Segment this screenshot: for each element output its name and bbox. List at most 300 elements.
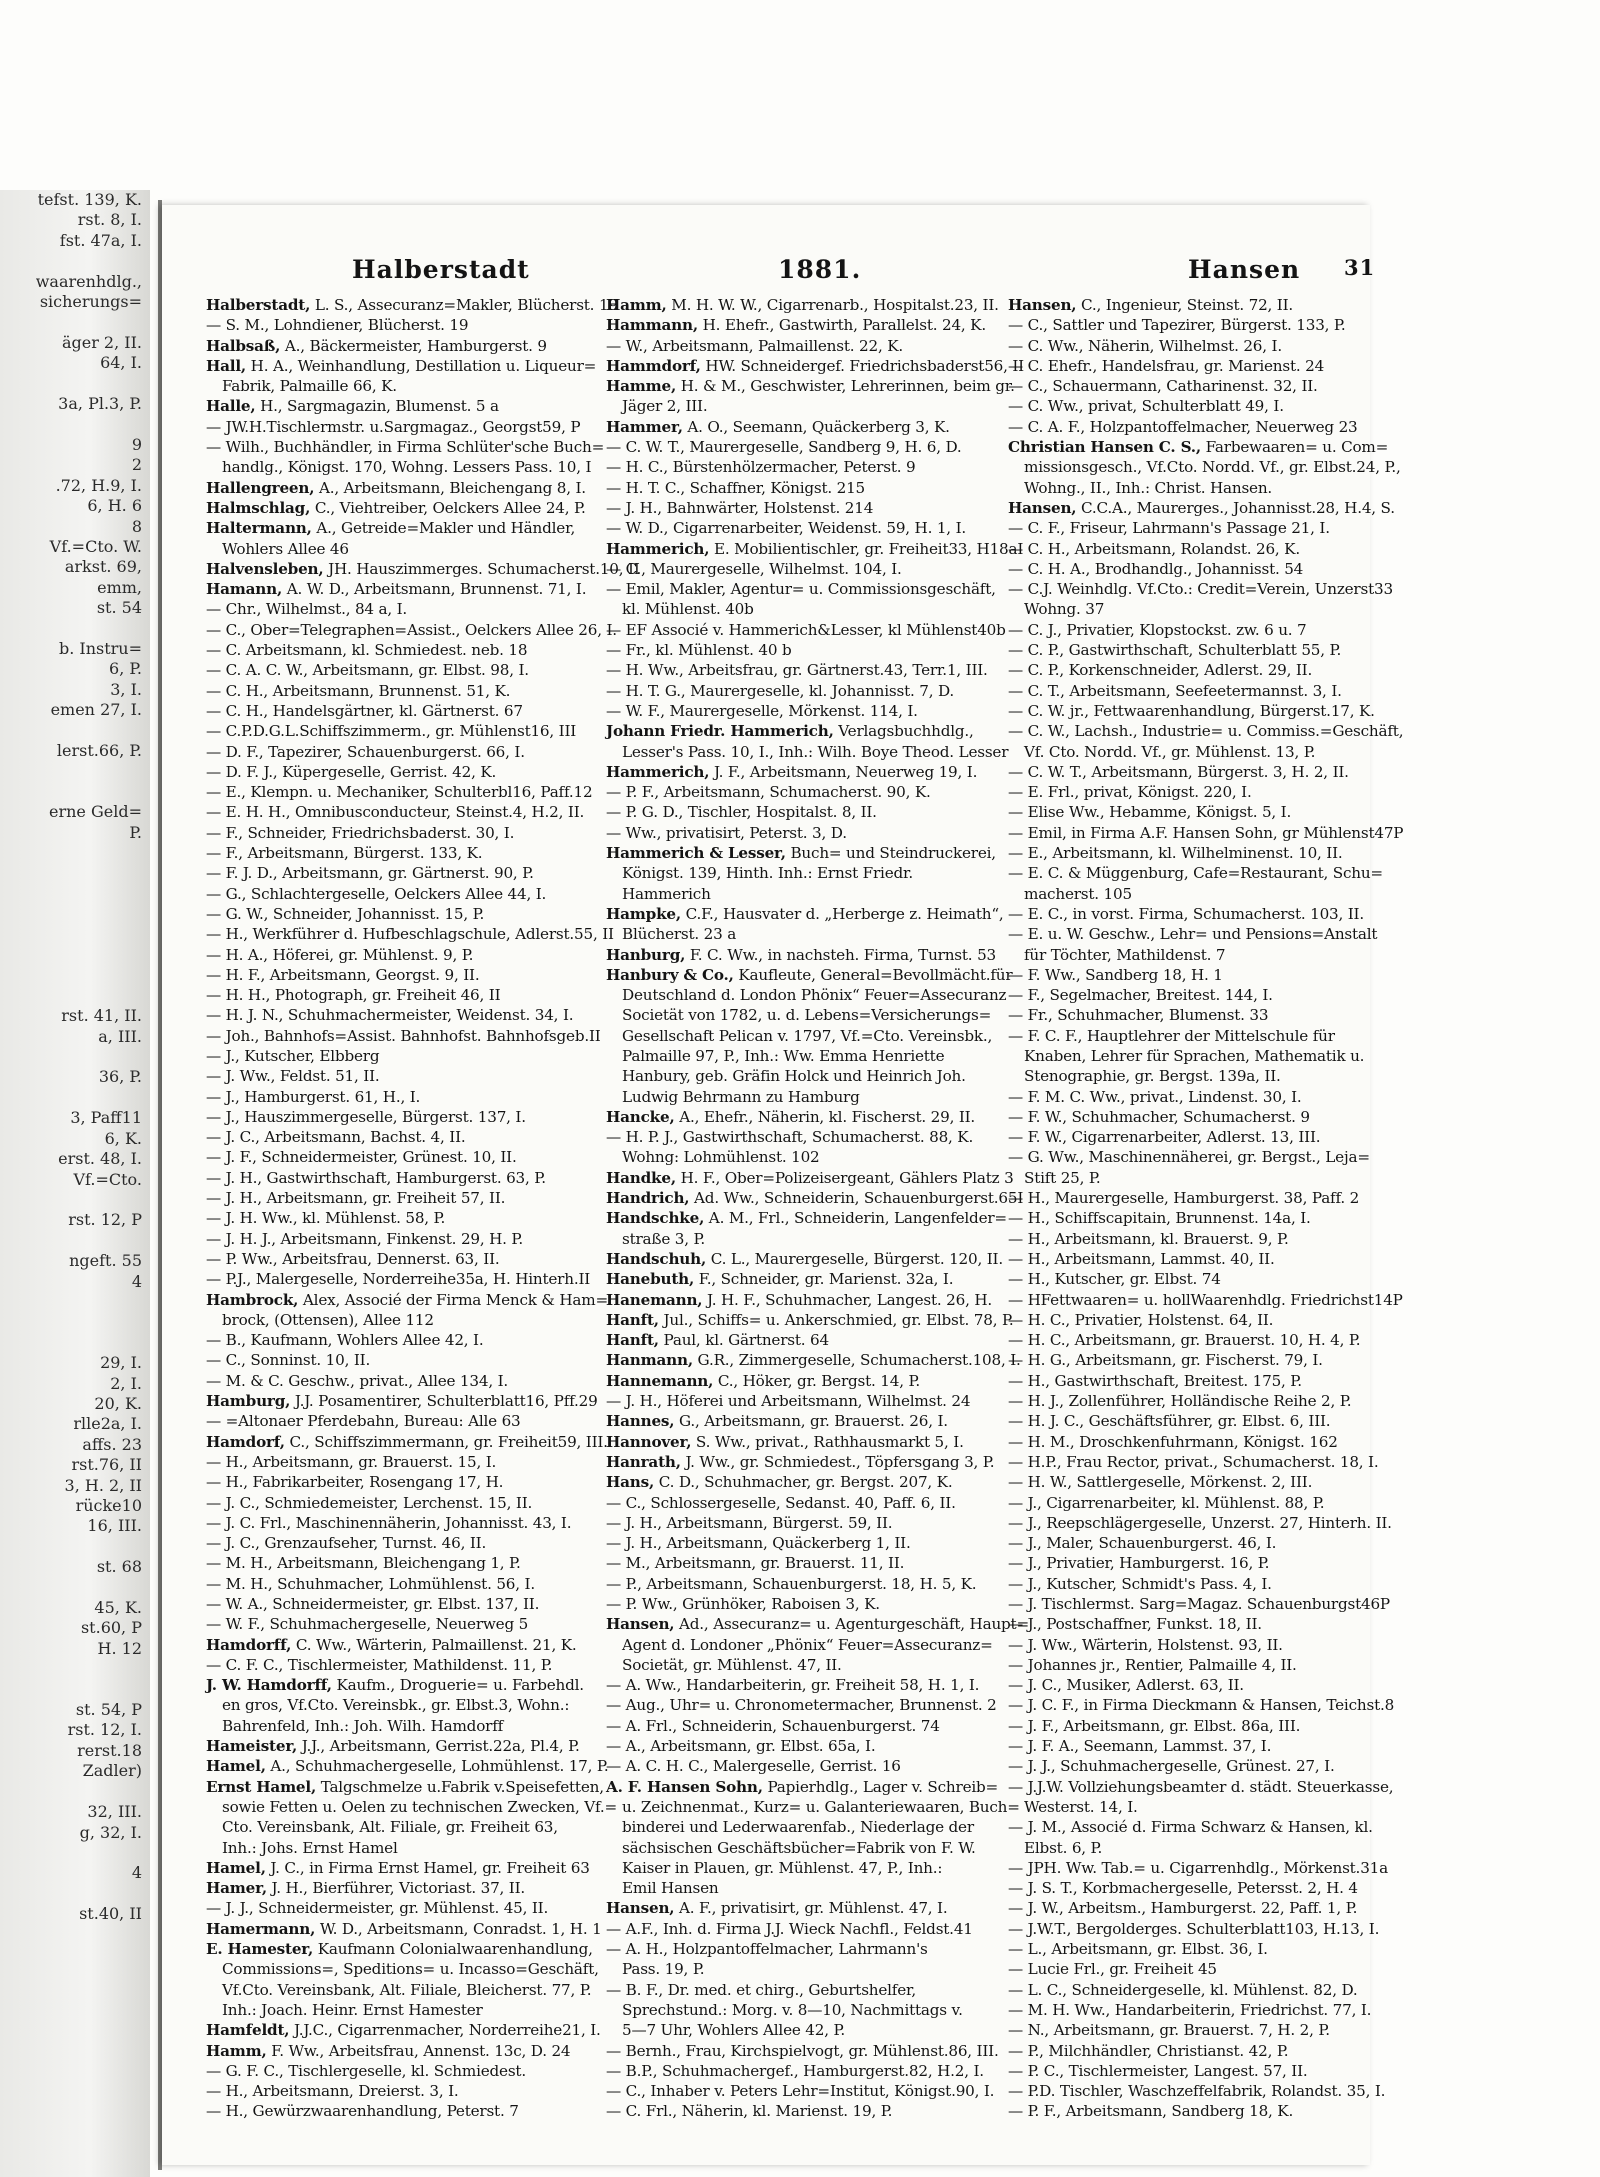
directory-entry-line: Societät, gr. Mühlenst. 47, II. (622, 1655, 842, 1674)
directory-entry-line: Hanbury, geb. Gräfin Holck und Heinrich Joh. (622, 1067, 966, 1086)
directory-entry-line: — C. P., Korkenschneider, Adlerst. 29, II. (1008, 661, 1313, 680)
directory-entry-line: Wohlers Allee 46 (222, 539, 349, 558)
directory-entry-line: — J. Ww., Wärterin, Holstenst. 93, II. (1008, 1635, 1283, 1654)
directory-entry-line: — C. Arbeitsmann, kl. Schmiedest. neb. 18 (206, 641, 528, 660)
directory-entry-line: Haltermann, A., Getreide=Makler und Händler, (206, 519, 576, 538)
gutter-text-line: rerst.18 (77, 1740, 142, 1760)
directory-entry-line: Hansen, C.C.A., Maurerges., Johannisst.28, H.4, S. (1008, 498, 1395, 517)
directory-entry-line: — J., Kutscher, Elbberg (206, 1046, 380, 1065)
entry-surname: Hanburg, (606, 945, 686, 964)
directory-entry-line: — Elise Ww., Hebamme, Königst. 5, I. (1008, 803, 1292, 822)
entry-surname: Halvensleben, (206, 559, 324, 578)
gutter-text-line: 8 (131, 516, 142, 536)
gutter-text-line (0, 414, 150, 434)
directory-entry-line: — J. F. A., Seemann, Lammst. 37, I. (1008, 1737, 1272, 1756)
directory-entry-line: — A. H., Holzpantoffelmacher, Lahrmann's (606, 1940, 928, 1959)
gutter-text-line: Vf.=Cto. W. (49, 536, 142, 556)
directory-entry-line: — C.P.D.G.L.Schiffszimmerm., gr. Mühlenst16, III (206, 722, 577, 741)
directory-entry-line: macherst. 105 (1024, 884, 1132, 903)
directory-entry-line: Hammer, A. O., Seemann, Quäckerberg 3, K. (606, 417, 950, 436)
directory-entry-line: — J. H., Höferei und Arbeitsmann, Wilhelmst. 24 (606, 1392, 971, 1411)
entry-surname: Hansen, (1008, 296, 1077, 314)
directory-entry-line: Hanft, Paul, kl. Gärtnerst. 64 (606, 1331, 829, 1350)
directory-entry-line: E. Hamester, Kaufmann Colonialwaarenhandlung, (206, 1940, 593, 1959)
entry-surname: Hansen, (606, 1615, 675, 1634)
entry-surname: A. F. Hansen Sohn, (606, 1777, 763, 1796)
directory-entry-line: — J., Kutscher, Schmidt's Pass. 4, I. (1008, 1574, 1272, 1593)
entry-surname: Haltermann, (206, 519, 312, 538)
directory-entry-line: — J., Postschaffner, Funkst. 18, II. (1008, 1615, 1262, 1634)
gutter-text-line (0, 312, 150, 332)
directory-column-3 (1008, 295, 1404, 2155)
gutter-text-line: rlle2a, I. (73, 1414, 142, 1434)
directory-entry-line: Ernst Hamel, Talgschmelze u.Fabrik v.Speisefetten, (206, 1777, 604, 1796)
directory-entry-line: Halvensleben, JH. Hauszimmerges. Schumacherst.10, II (206, 559, 640, 578)
gutter-text-line (0, 1680, 150, 1700)
entry-surname: Hammer, (606, 417, 683, 436)
directory-entry-line: Handrich, Ad. Ww., Schneiderin, Schauenburgerst.65I (606, 1189, 1024, 1208)
entry-surname: Hansen, (1008, 498, 1077, 517)
directory-entry-line: — J. C., Arbeitsmann, Bachst. 4, II. (206, 1128, 466, 1147)
directory-entry-line: — C. W. T., Maurergeselle, Sandberg 9, H. 6, D. (606, 438, 962, 457)
directory-entry-line: — A., Arbeitsmann, gr. Elbst. 65a, I. (606, 1737, 876, 1756)
directory-entry-line: Inh.: Johs. Ernst Hamel (222, 1838, 398, 1857)
directory-entry-line: Hammerich, E. Mobilientischler, gr. Freiheit33, H18aI (606, 539, 1024, 558)
directory-entry-line: — C. F., Friseur, Lahrmann's Passage 21, I. (1008, 519, 1330, 538)
directory-entry-line: — C.J. Weinhdlg. Vf.Cto.: Credit=Verein, Unzerst33 (1008, 580, 1393, 599)
directory-entry-line: — W. F., Schuhmachergeselle, Neuerweg 5 (206, 1615, 529, 1634)
entry-surname: Hanft, (606, 1331, 659, 1350)
directory-entry-line: Handke, H. F., Ober=Polizeisergeant, Gählers Platz 3 (606, 1168, 1014, 1187)
gutter-text-line: äger 2, II. (61, 332, 142, 352)
header-right-keyword: Hansen (1188, 255, 1301, 284)
directory-entry-line: — H., Arbeitsmann, kl. Brauerst. 9, P. (1008, 1229, 1289, 1248)
directory-entry-line: — P. Ww., Arbeitsfrau, Dennerst. 63, II. (206, 1249, 500, 1268)
directory-entry-line: — J., Hamburgerst. 61, H., I. (206, 1087, 421, 1106)
entry-surname: Hammerich, (606, 762, 710, 781)
directory-entry-line: — H. J., Zollenführer, Holländische Reihe 2, P. (1008, 1392, 1352, 1411)
entry-surname: Hanebuth, (606, 1270, 695, 1289)
gutter-text-line: P. (129, 822, 142, 842)
gutter-text-line: 6, K. (104, 1128, 142, 1148)
directory-entry-line: — G. Ww., Maschinennäherei, gr. Bergst., Leja= (1008, 1148, 1370, 1167)
gutter-text-line: 6, H. 6 (87, 496, 142, 516)
directory-entry-line: Hansen, A. F., privatisirt, gr. Mühlenst. 47, I. (606, 1899, 948, 1918)
gutter-text-line: 4 (131, 1863, 142, 1883)
gutter-text-line: arkst. 69, (64, 557, 142, 577)
directory-entry-line: — L. C., Schneidergeselle, kl. Mühlenst. 82, D. (1008, 1980, 1358, 1999)
directory-entry-line: Wohng. 37 (1024, 600, 1105, 619)
gutter-text-line (0, 965, 150, 985)
directory-entry-line: — J. H. J., Arbeitsmann, Finkenst. 29, H. P. (206, 1229, 523, 1248)
directory-entry-line: — F., Arbeitsmann, Bürgerst. 133, K. (206, 844, 483, 863)
directory-entry-line: Hamel, J. C., in Firma Ernst Hamel, gr. Freiheit 63 (206, 1858, 590, 1877)
directory-entry-line: — A. C. H. C., Malergeselle, Gerrist. 16 (606, 1757, 901, 1776)
directory-entry-line: Hanbury & Co., Kaufleute, General=Bevollmächt.für (606, 965, 1013, 984)
directory-entry-line: Hammerich, J. F., Arbeitsmann, Neuerweg 19, I. (606, 762, 978, 781)
gutter-text-line: st.60, P (80, 1618, 142, 1638)
directory-entry-line: Fabrik, Palmaille 66, K. (222, 377, 397, 396)
gutter-text-line: emen 27, I. (50, 700, 142, 720)
directory-entry-line: — H., Fabrikarbeiter, Rosengang 17, H. (206, 1473, 504, 1492)
directory-entry-line: — H., Gastwirthschaft, Breitest. 175, P. (1008, 1371, 1302, 1390)
directory-entry-line: — B.P., Schuhmachergef., Hamburgerst.82, H.2, I. (606, 2061, 984, 2080)
entry-surname: Hampke, (606, 904, 681, 923)
gutter-text-line: erne Geld= (49, 802, 142, 822)
directory-entry-line: — J. M., Associé d. Firma Schwarz & Hansen, kl. (1008, 1818, 1373, 1837)
gutter-text-line: 3, H. 2, II (64, 1475, 142, 1495)
directory-entry-line: — C., Maurergeselle, Wilhelmst. 104, I. (606, 559, 902, 578)
entry-surname: E. Hamester, (206, 1940, 314, 1959)
directory-entry-line: — C. Frl., Näherin, kl. Marienst. 19, P. (606, 2102, 893, 2121)
directory-entry-line: — J. H., Arbeitsmann, Quäckerberg 1, II. (606, 1534, 911, 1553)
gutter-text-line: 2 (131, 455, 142, 475)
gutter-text-line: waarenhdlg., (35, 271, 142, 291)
directory-entry-line: — N., Arbeitsmann, gr. Brauerst. 7, H. 2, P. (1008, 2021, 1330, 2040)
gutter-text-line (0, 945, 150, 965)
entry-surname: Hammerich, (606, 539, 710, 558)
directory-entry-line: — H., Kutscher, gr. Elbst. 74 (1008, 1270, 1221, 1289)
entry-surname: Hameister, (206, 1737, 298, 1756)
directory-entry-line: — EF Associé v. Hammerich&Lesser, kl Mühlenst40b (606, 620, 1006, 639)
directory-entry-line: — E., Klempn. u. Mechaniker, Schulterbl16, Paff.12 (206, 783, 593, 802)
directory-entry-line: — J. W., Arbeitsm., Hamburgerst. 22, Paff. 1, P. (1008, 1899, 1358, 1918)
directory-entry-line: — G. W., Schneider, Johannisst. 15, P. (206, 904, 485, 923)
gutter-text-line (0, 1537, 150, 1557)
directory-entry-line: Halberstadt, L. S., Assecuranz=Makler, Blücherst. 19 (206, 296, 618, 314)
directory-entry-line: — P. F., Arbeitsmann, Schumacherst. 90, K. (606, 783, 931, 802)
entry-surname: Hanemann, (606, 1290, 703, 1309)
directory-entry-line: — C., Ober=Telegraphen=Assist., Oelckers Allee 26, I. (206, 620, 617, 639)
entry-surname: Ernst Hamel, (206, 1777, 317, 1796)
directory-entry-line: — P.J., Malergeselle, Norderreihe35a, H. Hinterh.II (206, 1270, 591, 1289)
directory-entry-line: Hamel, A., Schuhmachergeselle, Lohmühlenst. 17, P. (206, 1757, 609, 1776)
directory-entry-line: — P. Ww., Grünhöker, Raboisen 3, K. (606, 1595, 880, 1613)
directory-entry-line: Hall, H. A., Weinhandlung, Destillation u. Liqueur= (206, 356, 597, 375)
entry-surname: Hamel, (206, 1757, 266, 1776)
directory-entry-line: Hamermann, W. D., Arbeitsmann, Conradst. 1, H. 1 (206, 1919, 602, 1938)
directory-entry-line: — C. H., Arbeitsmann, Rolandst. 26, K. (1008, 539, 1300, 558)
directory-entry-line: — F. J. D., Arbeitsmann, gr. Gärtnerst. 90, P. (206, 864, 534, 883)
directory-entry-line: — J. H., Gastwirthschaft, Hamburgerst. 63, P. (206, 1168, 546, 1187)
directory-entry-line: — H. W., Sattlergeselle, Mörkenst. 2, III. (1008, 1473, 1313, 1492)
gutter-text-line: sicherungs= (39, 292, 142, 312)
gutter-text-line: H. 12 (97, 1638, 142, 1658)
gutter-text-line: 64, I. (100, 353, 142, 373)
directory-entry-line: — F. M. C. Ww., privat., Lindenst. 30, I. (1008, 1087, 1302, 1106)
directory-entry-line: — W., Arbeitsmann, Palmaillenst. 22, K. (606, 336, 903, 355)
gutter-text-line: st. 54 (96, 598, 142, 618)
directory-entry-line: — J. C. F., in Firma Dieckmann & Hansen, Teichst.8 (1008, 1696, 1395, 1715)
directory-entry-line: — C. A. C. W., Arbeitsmann, gr. Elbst. 98, I. (206, 661, 529, 680)
gutter-text-line: 45, K. (94, 1598, 142, 1618)
directory-entry-line: — J. C., Schmiedemeister, Lerchenst. 15, II. (206, 1493, 533, 1512)
directory-entry-line: — C. H., Arbeitsmann, Brunnenst. 51, K. (206, 681, 511, 700)
directory-entry-line: — P., Milchhändler, Christianst. 42, P. (1008, 2041, 1289, 2060)
directory-entry-line: — J. C., Musiker, Adlerst. 63, II. (1008, 1676, 1244, 1695)
directory-entry-line: — H. H., Photograph, gr. Freiheit 46, II (206, 986, 501, 1005)
directory-entry-line: — M. H., Schuhmacher, Lohmühlenst. 56, I. (206, 1574, 535, 1593)
gutter-text-line (0, 1333, 150, 1353)
directory-entry-line: — S. M., Lohndiener, Blücherst. 19 (206, 316, 469, 335)
directory-entry-line: Stenographie, gr. Bergst. 139a, II. (1024, 1067, 1281, 1086)
directory-entry-line: Hancke, A., Ehefr., Näherin, kl. Fischerst. 29, II. (606, 1107, 976, 1126)
gutter-text-line: 3a, Pl.3, P. (58, 394, 142, 414)
gutter-text-line: emm, (97, 577, 142, 597)
directory-entry-line: für Töchter, Mathildenst. 7 (1024, 945, 1226, 964)
page-header (162, 255, 1376, 289)
directory-entry-line: Wohng: Lohmühlenst. 102 (622, 1148, 820, 1167)
directory-entry-line: Königst. 139, Hinth. Inh.: Ernst Friedr. (622, 864, 914, 883)
directory-entry-line: — M. & C. Geschw., privat., Allee 134, I. (206, 1371, 508, 1390)
directory-entry-line: — F., Schneider, Friedrichsbaderst. 30, I. (206, 823, 515, 842)
gutter-text-line: fst. 47a, I. (59, 230, 142, 250)
gutter-text-line: tefst. 139, K. (37, 190, 142, 209)
directory-entry-line: — H., Schiffscapitain, Brunnenst. 14a, I. (1008, 1209, 1311, 1228)
directory-entry-line: — =Altonaer Pferdebahn, Bureau: Alle 63 (206, 1412, 521, 1431)
gutter-text-line (0, 1659, 150, 1679)
gutter-text-line: Vf.=Cto. (73, 1169, 142, 1189)
gutter-text-line: st. 68 (96, 1557, 142, 1577)
directory-entry-line: — Ww., privatisirt, Peterst. 3, D. (606, 823, 847, 842)
directory-entry-line: — F. Ww., Sandberg 18, H. 1 (1008, 965, 1223, 984)
directory-entry-line: Kaiser in Plauen, gr. Mühlenst. 47, P., Inh.: (622, 1858, 943, 1877)
directory-entry-line: — Fr., Schuhmacher, Blumenst. 33 (1008, 1006, 1269, 1025)
directory-entry-line: — W. D., Cigarrenarbeiter, Weidenst. 59, H. 1, I. (606, 519, 966, 538)
directory-page (162, 205, 1404, 2165)
directory-entry-line: — C. F. C., Tischlermeister, Mathildenst. 11, P. (206, 1655, 553, 1674)
gutter-text-line (0, 1292, 150, 1312)
directory-entry-line: — C., Sonninst. 10, II. (206, 1351, 371, 1370)
directory-entry-line: — Chr., Wilhelmst., 84 a, I. (206, 600, 408, 619)
directory-entry-line: — E. C. & Müggenburg, Cafe=Restaurant, Schu= (1008, 864, 1383, 883)
directory-entry-line: — E. C., in vorst. Firma, Schumacherst. 103, II. (1008, 904, 1364, 923)
entry-surname: Hamfeldt, (206, 2021, 290, 2040)
gutter-text-line (0, 843, 150, 863)
directory-entry-line: Halbsaß, A., Bäckermeister, Hamburgerst. 9 (206, 336, 547, 355)
directory-entry-line: Bahrenfeld, Inh.: Joh. Wilh. Hamdorff (222, 1716, 504, 1735)
gutter-text-line: lerst.66, P. (56, 740, 142, 760)
gutter-text-line (0, 1843, 150, 1863)
gutter-text-line: a, III. (98, 1026, 142, 1046)
directory-entry-line: — M. H. Ww., Handarbeiterin, Friedrichst. 77, I. (1008, 2000, 1372, 2019)
directory-entry-line: — H. C., Privatier, Holstenst. 64, II. (1008, 1310, 1274, 1329)
directory-entry-line: — J., Hauszimmergeselle, Bürgerst. 137, I. (206, 1107, 526, 1126)
directory-entry-line: Handschuh, C. L., Maurergeselle, Bürgerst. 120, II. (606, 1249, 1003, 1268)
gutter-text-line (0, 1884, 150, 1904)
directory-entry-line: — HFettwaaren= u. hollWaarenhdlg. Friedrichst14P (1008, 1290, 1403, 1309)
directory-entry-line: — Aug., Uhr= u. Chronometermacher, Brunnenst. 2 (606, 1696, 997, 1715)
directory-entry-line: — M. H., Arbeitsmann, Bleichengang 1, P. (206, 1554, 521, 1573)
directory-entry-line: J. W. Hamdorff, Kaufm., Droguerie= u. Farbehdl. (206, 1676, 584, 1695)
entry-surname: Hanft, (606, 1310, 659, 1329)
directory-entry-line: — H., Maurergeselle, Hamburgerst. 38, Paff. 2 (1008, 1189, 1360, 1208)
entry-surname: Handschuh, (606, 1249, 707, 1268)
directory-entry-line: — J. J., Schuhmachergeselle, Grünest. 27, I. (1008, 1757, 1335, 1776)
directory-entry-line: — B., Kaufmann, Wohlers Allee 42, I. (206, 1331, 484, 1350)
directory-entry-line: — E., Arbeitsmann, kl. Wilhelminenst. 10, II. (1008, 844, 1343, 863)
directory-entry-line: — C., Schlossergeselle, Sedanst. 40, Paff. 6, II. (606, 1493, 956, 1512)
directory-entry-line: — H. T. G., Maurergeselle, kl. Johannisst. 7, D. (606, 681, 955, 700)
directory-entry-line: — D. F. J., Küpergeselle, Gerrist. 42, K. (206, 762, 497, 781)
directory-entry-line: Stift 25, P. (1024, 1168, 1101, 1187)
directory-entry-line: Hannover, S. Ww., privat., Rathhausmarkt 5, I. (606, 1432, 964, 1451)
entry-surname: Hansen, (606, 1899, 675, 1918)
entry-surname: Handschke, (606, 1209, 705, 1228)
gutter-text-line (0, 721, 150, 741)
entry-surname: Hannemann, (606, 1371, 714, 1390)
entry-surname: Halle, (206, 397, 256, 416)
directory-entry-line: Hambrock, Alex, Associé der Firma Menck & Ham= (206, 1290, 608, 1309)
directory-entry-line: Hansen, Ad., Assecuranz= u. Agenturgeschäft, Haupt= (606, 1615, 1029, 1634)
directory-entry-line: 5—7 Uhr, Wohlers Allee 42, P. (622, 2021, 846, 2040)
directory-entry-line: Jäger 2, III. (622, 397, 708, 416)
directory-entry-line: — J. F., Arbeitsmann, gr. Elbst. 86a, III. (1008, 1716, 1301, 1735)
directory-entry-line: — H. P. J., Gastwirthschaft, Schumacherst. 88, K. (606, 1128, 974, 1147)
directory-entry-line: Hamburg, J.J. Posamentirer, Schulterblatt16, Pff.29 (206, 1392, 598, 1411)
directory-entry-line: — Emil, Makler, Agentur= u. Commissionsgeschäft, (606, 580, 996, 599)
directory-entry-line: — A. Frl., Schneiderin, Schauenburgerst. 74 (606, 1716, 940, 1735)
gutter-text-line (0, 1231, 150, 1251)
gutter-text-line: rst. 12, I. (67, 1720, 142, 1740)
directory-entry-line: Hampke, C.F., Hausvater d. „Herberge z. Heimath“, (606, 904, 1004, 923)
directory-entry-line: Agent d. Londoner „Phönix“ Feuer=Assecuranz= (622, 1635, 993, 1654)
directory-entry-line: Hamm, M. H. W. W., Cigarrenarb., Hospitalst.23, II. (606, 296, 999, 314)
gutter-text-line: ngeft. 55 (69, 1251, 142, 1271)
directory-entry-line: — J. J., Schneidermeister, gr. Mühlenst. 45, II. (206, 1899, 549, 1918)
directory-entry-line: Hanft, Jul., Schiffs= u. Ankerschmied, gr. Elbst. 78, P. (606, 1310, 1014, 1329)
gutter-text-line (0, 1088, 150, 1108)
entry-surname: Hallengreen, (206, 478, 315, 497)
directory-entry-line: — J., Reepschlägergeselle, Unzerst. 27, Hinterh. II. (1008, 1513, 1392, 1532)
entry-surname: Hammann, (606, 316, 698, 335)
directory-entry-line: — J., Maler, Schauenburgerst. 46, I. (1008, 1534, 1277, 1553)
directory-entry-line: Hanemann, J. H. F., Schuhmacher, Langest. 26, H. (606, 1290, 993, 1309)
directory-entry-line: — Joh., Bahnhofs=Assist. Bahnhofst. Bahnhofsgeb.II (206, 1026, 601, 1045)
directory-entry-line: — G., Schlachtergeselle, Oelckers Allee 44, I. (206, 884, 547, 903)
directory-entry-line: — C. P., Gastwirthschaft, Schulterblatt 55, P. (1008, 641, 1342, 660)
directory-entry-line: Cto. Vereinsbank, Alt. Filiale, gr. Freiheit 63, (222, 1818, 558, 1837)
directory-entry-line: en gros, Vf.Cto. Vereinsbk., gr. Elbst.3, Wohn.: (222, 1696, 570, 1715)
directory-entry-line: — J., Privatier, Hamburgerst. 16, P. (1008, 1554, 1270, 1573)
directory-entry-line: — J.W.T., Bergolderges. Schulterblatt103, H.13, I. (1008, 1919, 1380, 1938)
entry-surname: Hamdorff, (206, 1635, 292, 1654)
gutter-text-line: st. 54, P (75, 1700, 142, 1720)
gutter-text-line (0, 1312, 150, 1332)
directory-entry-line: Hansen, C., Ingenieur, Steinst. 72, II. (1008, 296, 1294, 314)
directory-entry-line: — H.P., Frau Rector, privat., Schumacherst. 18, I. (1008, 1452, 1379, 1471)
gutter-text-line: 3, Paff11 (70, 1108, 142, 1128)
directory-entry-line: Halmschlag, C., Viehtreiber, Oelckers Allee 24, P. (206, 498, 586, 517)
entry-surname: Hamme, (606, 377, 677, 396)
directory-entry-line: — L., Arbeitsmann, gr. Elbst. 36, I. (1008, 1940, 1268, 1959)
directory-entry-line: Hamfeldt, J.J.C., Cigarrenmacher, Norderreihe21, I. (206, 2021, 601, 2040)
gutter-text-line (0, 782, 150, 802)
directory-entry-line: Societät von 1782, u. d. Lebens=Versicherungs= (622, 1006, 992, 1025)
gutter-text-line (0, 986, 150, 1006)
directory-entry-line: Westerst. 14, I. (1024, 1797, 1138, 1816)
entry-surname: Hamm, (206, 2041, 267, 2060)
entry-surname: Hanrath, (606, 1452, 681, 1471)
directory-entry-line: Hammerich (622, 884, 711, 903)
directory-entry-line: Knaben, Lehrer für Sprachen, Mathematik u. (1024, 1046, 1365, 1065)
directory-entry-line: — H. J. C., Geschäftsführer, gr. Elbst. 6, III. (1008, 1412, 1331, 1431)
entry-surname: Hammdorf, (606, 356, 701, 375)
directory-entry-line: — F., Segelmacher, Breitest. 144, I. (1008, 986, 1273, 1005)
directory-entry-line: Wohng., II., Inh.: Christ. Hansen. (1024, 478, 1273, 497)
directory-entry-line: — E. H. H., Omnibusconducteur, Steinst.4, H.2, II. (206, 803, 585, 822)
gutter-text-line (0, 1578, 150, 1598)
entry-surname: Hamann, (206, 580, 283, 599)
directory-entry-line: Hamer, J. H., Bierführer, Victoriast. 37, II. (206, 1879, 526, 1898)
directory-entry-line: — C. W. T., Arbeitsmann, Bürgerst. 3, H. 2, II. (1008, 762, 1349, 781)
gutter-text-line: b. Instru= (58, 638, 142, 658)
directory-entry-line: — G. F. C., Tischlergeselle, kl. Schmiedest. (206, 2061, 526, 2080)
directory-entry-line: Hammann, H. Ehefr., Gastwirth, Parallelst. 24, K. (606, 316, 986, 335)
directory-entry-line: — C., Inhaber v. Peters Lehr=Institut, Königst.90, I. (606, 2082, 995, 2101)
directory-column-2 (606, 295, 1029, 2155)
directory-entry-line: — JPH. Ww. Tab.= u. Cigarrenhdlg., Mörkenst.31a (1008, 1858, 1388, 1877)
gutter-text-line: st.40, II (79, 1904, 142, 1924)
directory-entry-line: — C. H. A., Brodhandlg., Johannisst. 54 (1008, 559, 1304, 578)
entry-surname: Johann Friedr. Hammerich, (606, 722, 834, 741)
directory-entry-line: — H. C., Bürstenhölzermacher, Peterst. 9 (606, 458, 916, 477)
directory-entry-line: Hammerich & Lesser, Buch= und Steindruckerei, (606, 844, 996, 863)
entry-surname: Hamdorf, (206, 1432, 285, 1451)
gutter-text-line: erst. 48, I. (58, 1149, 142, 1169)
directory-entry-line: Hamm, F. Ww., Arbeitsfrau, Annenst. 13c, D. 24 (206, 2041, 571, 2060)
directory-entry-line: — H. F., Arbeitsmann, Georgst. 9, II. (206, 965, 480, 984)
directory-entry-line: Lesser's Pass. 10, I., Inh.: Wilh. Boye Theod. Lesser (622, 742, 1009, 761)
directory-entry-line: — J. C. Frl., Maschinennäherin, Johannisst. 43, I. (206, 1513, 572, 1532)
gutter-text-line: 16, III. (87, 1516, 142, 1536)
directory-entry-line: — J. H., Bahnwärter, Holstenst. 214 (606, 498, 874, 517)
directory-entry-line: Blücherst. 23 a (622, 925, 737, 944)
directory-entry-line: Hameister, J.J., Arbeitsmann, Gerrist.22a, Pl.4, P. (206, 1737, 580, 1756)
directory-entry-line: — C. T., Arbeitsmann, Seefeetermannst. 3, I. (1008, 681, 1342, 700)
directory-entry-line: — H. J. N., Schuhmachermeister, Weidenst. 34, I. (206, 1006, 574, 1025)
directory-entry-line: Hamme, H. & M., Geschwister, Lehrerinnen, beim gr. (606, 377, 1015, 396)
gutter-text-line (0, 374, 150, 394)
gutter-text-line: 20, K. (94, 1393, 142, 1413)
entry-surname: Handrich, (606, 1189, 690, 1208)
directory-entry-line: Christian Hansen C. S., Farbewaaren= u. Com= (1008, 438, 1389, 457)
directory-entry-line: — J. Ww., Feldst. 51, II. (206, 1067, 380, 1086)
directory-entry-line: — H., Arbeitsmann, Lammst. 40, II. (1008, 1249, 1275, 1268)
directory-entry-line: Johann Friedr. Hammerich, Verlagsbuchhdlg., (606, 722, 974, 741)
directory-entry-line: — J. H., Arbeitsmann, Bürgerst. 59, II. (606, 1513, 893, 1532)
directory-entry-line: missionsgesch., Vf.Cto. Nordd. Vf., gr. Elbst.24, P., (1024, 458, 1401, 477)
directory-entry-line: — B. F., Dr. med. et chirg., Geburtshelfer, (606, 1980, 917, 1999)
directory-entry-line: — C., Schauermann, Catharinenst. 32, II. (1008, 377, 1318, 396)
entry-surname: Hancke, (606, 1107, 675, 1126)
gutter-text-line: 29, I. (100, 1353, 142, 1373)
gutter-text-line (0, 904, 150, 924)
directory-entry-line: — F. W., Cigarrenarbeiter, Adlerst. 13, III. (1008, 1128, 1321, 1147)
directory-entry-line: — M., Arbeitsmann, gr. Brauerst. 11, II. (606, 1554, 905, 1573)
directory-entry-line: Handschke, A. M., Frl., Schneiderin, Langenfelder= (606, 1209, 1007, 1228)
gutter-text-line: rst.76, II (71, 1455, 142, 1475)
directory-entry-line: — J. S. T., Korbmachergeselle, Petersst. 2, H. 4 (1008, 1879, 1358, 1898)
entry-surname: Hannes, (606, 1412, 675, 1431)
gutter-text-line (0, 1190, 150, 1210)
gutter-text-line: affs. 23 (82, 1434, 142, 1454)
directory-entry-line: — J.J.W. Vollziehungsbeamter d. städt. Steuerkasse, (1008, 1777, 1394, 1796)
directory-entry-line: — H. A., Höferei, gr. Mühlenst. 9, P. (206, 945, 474, 964)
directory-entry-line: — C. W. jr., Fettwaarenhandlung, Bürgerst.17, K. (1008, 701, 1375, 720)
entry-surname: Hanbury & Co., (606, 965, 734, 984)
directory-entry-line: Emil Hansen (622, 1879, 719, 1898)
